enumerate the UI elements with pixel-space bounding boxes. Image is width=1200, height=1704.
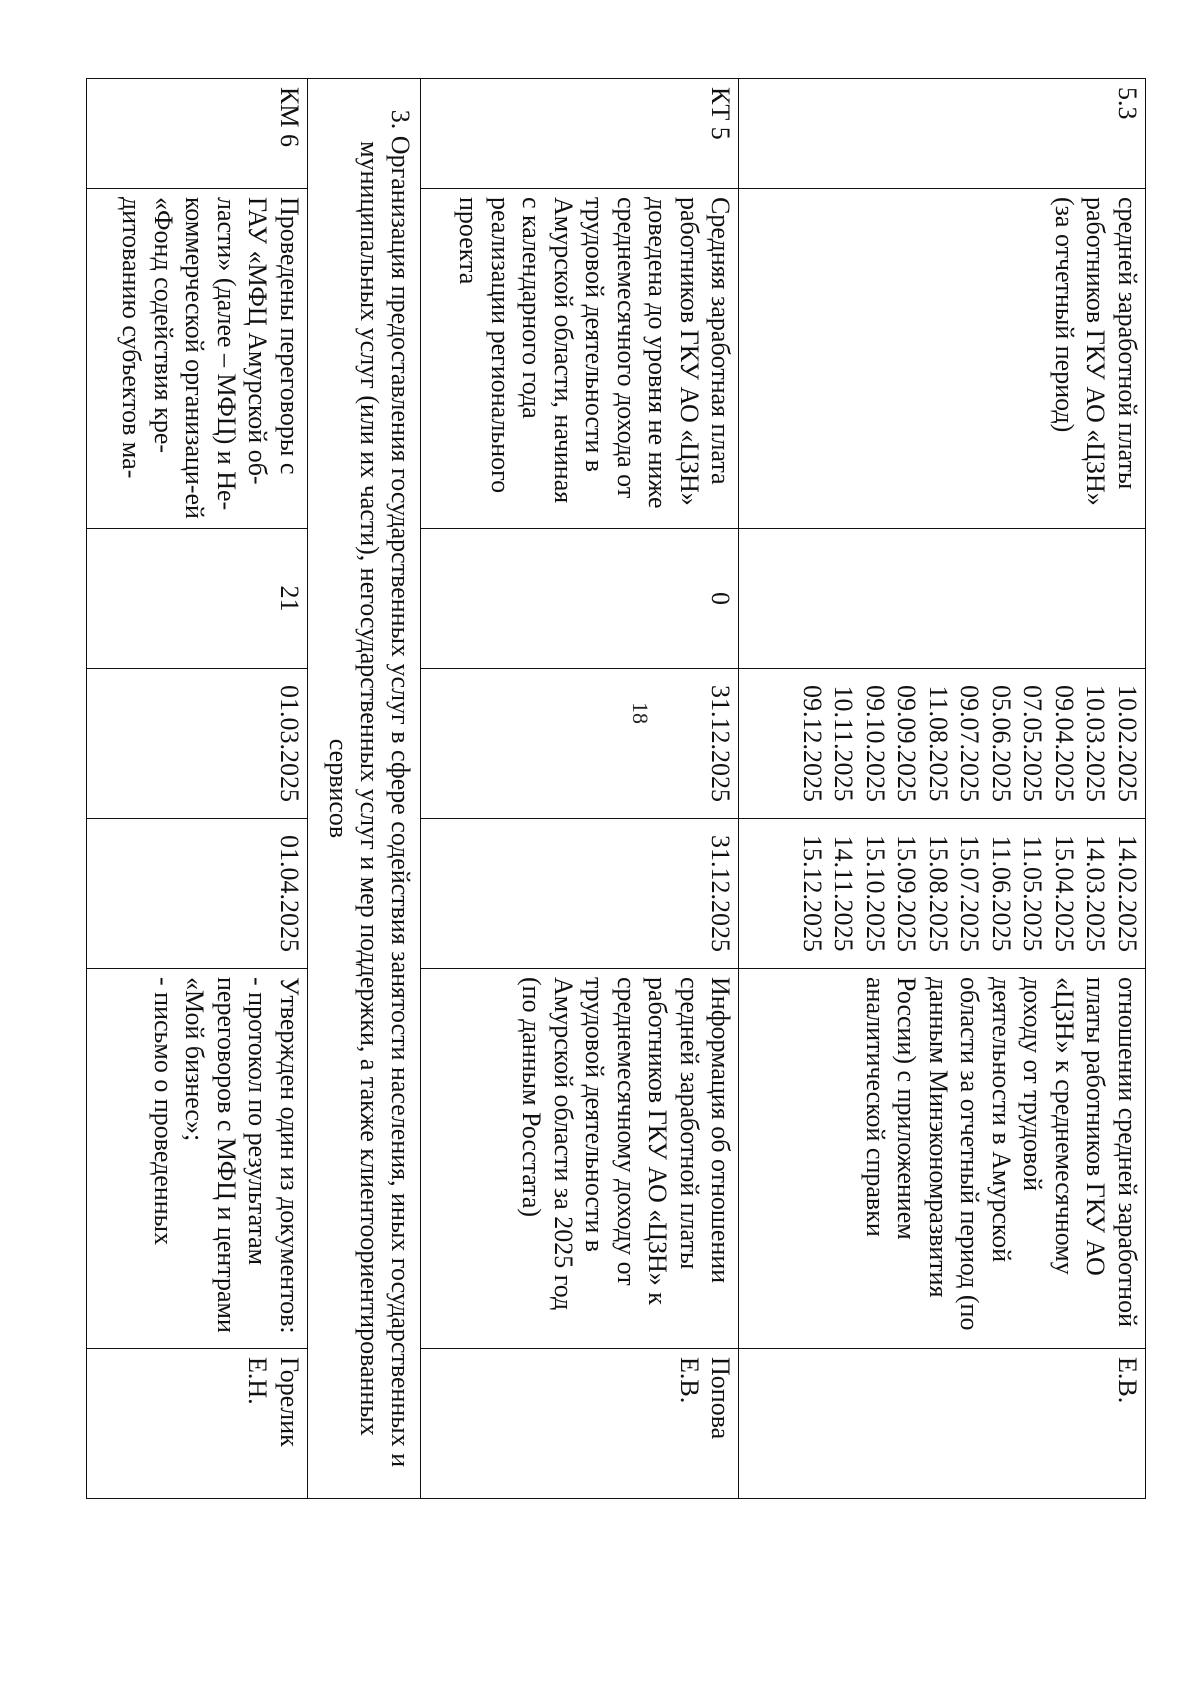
table-row xyxy=(87,79,308,1499)
section-heading: 3. Организация предоставления государственных услуг в сфере содействия занятости населения, иных государственных и муниципальных услуг (или их части), негосударственных услуг и мер поддержки, а также клиентоориентированных сервисов xyxy=(308,79,421,1499)
row-result: Средняя заработная плата работников ГКУ АО «ЦЗН» доведена до уровня не ниже среднемесячного дохода от трудовой деятельности в Амурской области, начиная с календарного года реализации регионального проекта xyxy=(420,189,739,529)
row-result: средней заработной платы работников ГКУ АО «ЦЗН» (за отчетный период) xyxy=(739,189,1146,529)
plan-table xyxy=(86,78,1146,1499)
page-number: 18 xyxy=(628,702,653,724)
row-responsible: Горелик Е.Н. xyxy=(87,1349,308,1499)
row-document: отношении средней заработной платы работников ГКУ АО «ЦЗН» к среднемесячному доходу от трудовой деятельности в Амурской области за отчетный период (по данным Минэкономразвития России) с приложением аналитической справки xyxy=(739,969,1146,1349)
row-document: Утвержден один из документов: - протокол по результатам переговоров с МФЦ и центрами «Мой бизнес»; - письмо о проведенных xyxy=(87,969,308,1349)
row-code: 5.3 xyxy=(739,79,1146,189)
row-end-dates: 31.12.2025 xyxy=(420,819,739,969)
row-result: Проведены переговоры с ГАУ «МФЦ Амурской об-ласти» (далее – МФЦ) и Не-коммерческой организаци-ей «Фонд содействия кре-дитованию субъектов ма- xyxy=(87,189,308,529)
row-value xyxy=(739,529,1146,669)
table-row xyxy=(420,79,739,1499)
row-code: КТ 5 xyxy=(420,79,739,189)
row-end-dates: 14.02.2025 14.03.2025 15.04.2025 11.05.2025 11.06.2025 15.07.2025 15.08.2025 15.09.2025 15.10.2025 14.11.2025 15.12.2025 xyxy=(739,819,1146,969)
row-document: Информация об отношении средней заработной платы работников ГКУ АО «ЦЗН» к среднемесячному доходу от трудовой деятельности в Амурской области за 2025 год (по данным Росстата) xyxy=(420,969,739,1349)
row-start-dates: 01.03.2025 xyxy=(87,669,308,819)
row-start-dates: 10.02.2025 10.03.2025 09.04.2025 07.05.2025 05.06.2025 09.07.2025 11.08.2025 09.09.2025 09.10.2025 10.11.2025 09.12.2025 xyxy=(739,669,1146,819)
row-responsible: Попова Е.В. xyxy=(420,1349,739,1499)
row-responsible: Е.В. xyxy=(739,1349,1146,1499)
table-row xyxy=(739,79,1146,1499)
row-value: 21 xyxy=(87,529,308,669)
row-start-dates: 31.12.2025 xyxy=(420,669,739,819)
section-row xyxy=(308,79,421,1499)
row-end-dates: 01.04.2025 xyxy=(87,819,308,969)
plan-table-rotated xyxy=(86,78,1146,1498)
row-value: 0 xyxy=(420,529,739,669)
row-code: КМ 6 xyxy=(87,79,308,189)
